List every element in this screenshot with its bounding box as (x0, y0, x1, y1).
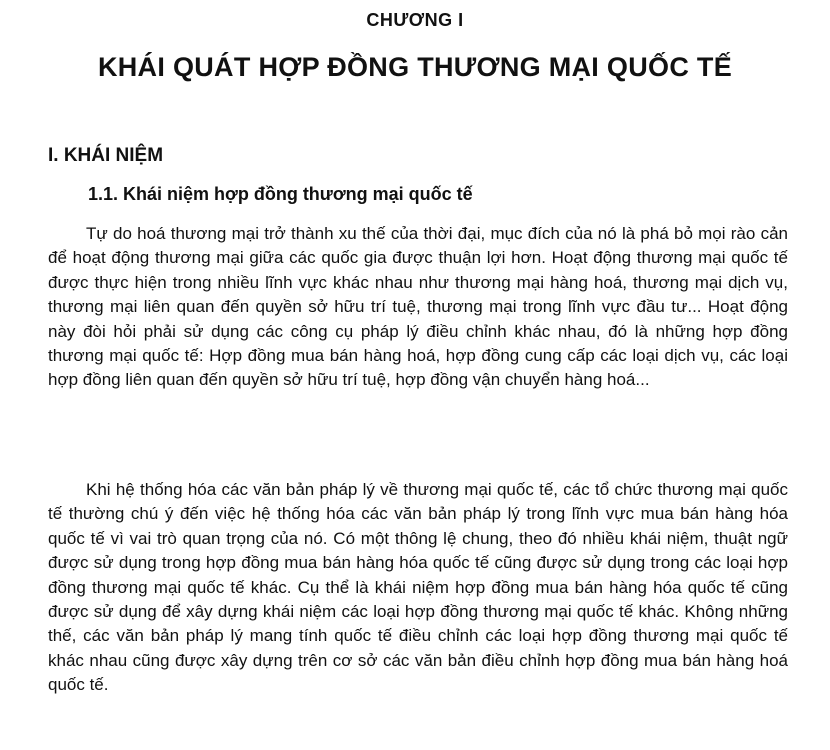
section-heading: I. KHÁI NIỆM (48, 145, 164, 166)
subsection-heading: 1.1. Khái niệm hợp đồng thương mại quốc tế (88, 184, 473, 204)
chapter-title: KHÁI QUÁT HỢP ĐỒNG THƯƠNG MẠI QUỐC TẾ (97, 52, 733, 82)
chapter-label: CHƯƠNG I (366, 10, 464, 30)
paragraph-2: Khi hệ thống hóa các văn bản pháp lý về thương mại quốc tế, các tổ chức thương mại quốc tế thường chú ý đến việc hệ thống hóa các văn bản pháp lý trong lĩnh vực mua bán hàng hóa quốc tế vì vai trò quan trọng của nó. Có một thông lệ chung, theo đó nhiều khái niệm, thuật ngữ được sử dụng trong hợp đồng mua bán hàng hóa quốc tế cũng được sử dụng trong các loại hợp đồng thương mại quốc tế khác. Cụ thể là khái niệm hợp đồng mua bán hàng hóa quốc tế cũng được sử dụng để xây dựng khái niệm các loại hợp đồng thương mại quốc tế khác. Không những thế, các văn bản pháp lý mang tính quốc tế điều chỉnh các loại hợp đồng thương mại quốc tế khác nhau cũng được xây dựng trên cơ sở các văn bản điều chỉnh hợp đồng mua bán hàng hoá quốc tế. (48, 480, 788, 695)
paragraph-1: Tự do hoá thương mại trở thành xu thế của thời đại, mục đích của nó là phá bỏ mọi rào cản để hoạt động thương mại giữa các quốc gia được thuận lợi hơn. Hoạt động thương mại quốc tế được thực hiện trong nhiều lĩnh vực khác nhau như thương mại hàng hoá, thương mại dịch vụ, thương mại liên quan đến quyền sở hữu trí tuệ, thương mại trong lĩnh vực đầu tư... Hoạt động này đòi hỏi phải sử dụng các công cụ pháp lý điều chỉnh khác nhau, đó là những hợp đồng thương mại quốc tế: Hợp đồng mua bán hàng hoá, hợp đồng cung cấp các loại dịch vụ, các loại hợp đồng liên quan đến quyền sở hữu trí tuệ, hợp đồng vận chuyển hàng hoá... (48, 224, 788, 390)
